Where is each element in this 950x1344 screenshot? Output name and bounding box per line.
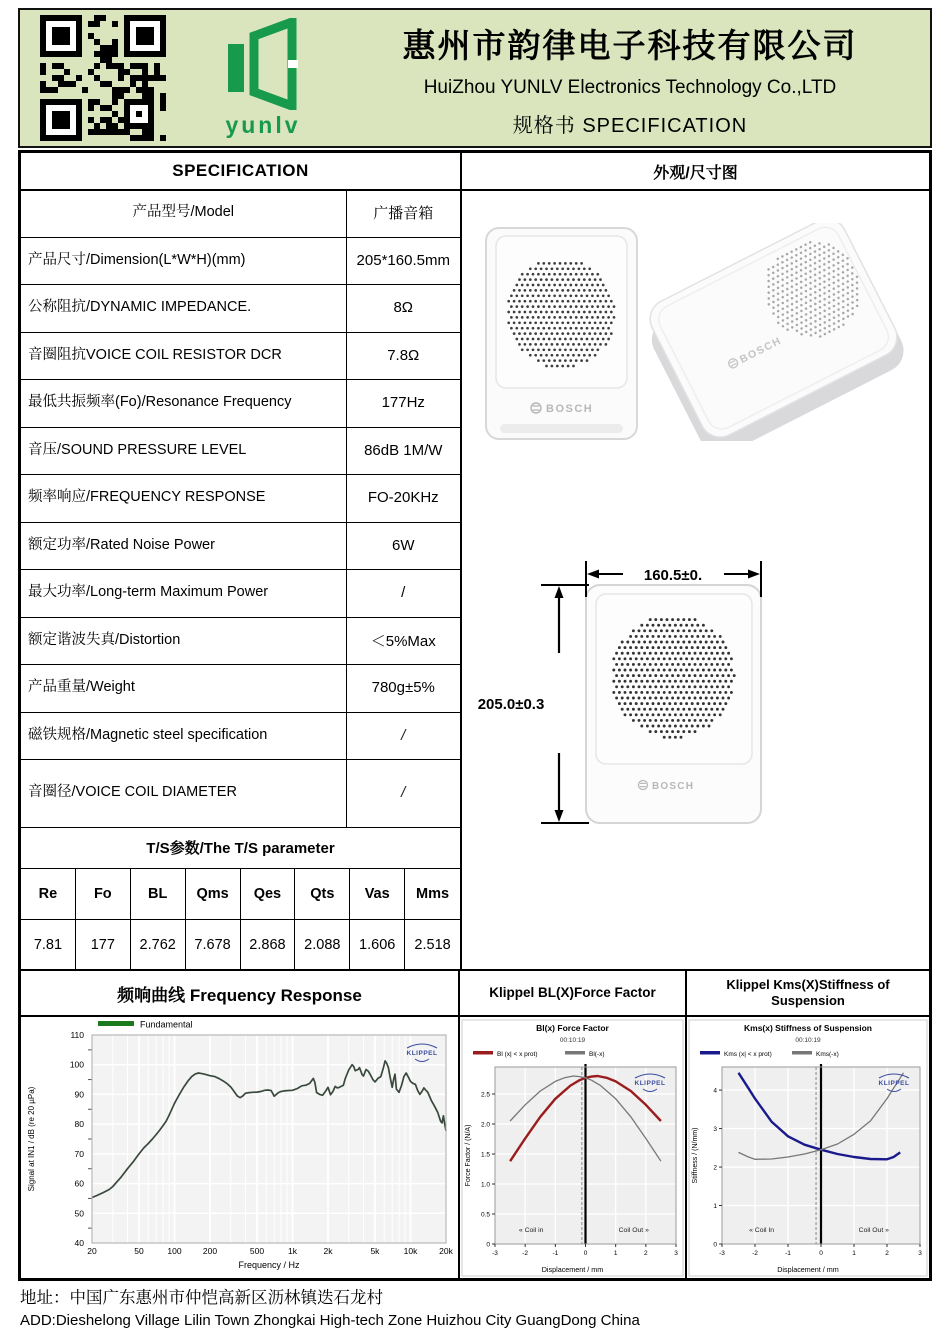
- ts-header-row: [21, 869, 460, 920]
- kms-stiffness-chart: [688, 1019, 928, 1277]
- svg-text:Fundamental: Fundamental: [140, 1019, 193, 1030]
- bosch-logo-text: BOSCH: [546, 403, 594, 415]
- svg-text:Displacement / mm: Displacement / mm: [777, 1265, 839, 1274]
- svg-text:10k: 10k: [403, 1246, 418, 1256]
- appearance-section-title: 外观/尺寸图: [462, 153, 929, 191]
- spec-row: [21, 427, 460, 476]
- spec-value: 205*160.5mm: [356, 251, 450, 269]
- svg-text:Force Factor / (N/A): Force Factor / (N/A): [465, 1124, 472, 1187]
- ts-header: Fo: [76, 869, 131, 919]
- svg-text:2k: 2k: [323, 1246, 333, 1256]
- svg-text:KLIPPEL: KLIPPEL: [878, 1080, 910, 1087]
- spec-value: 780g±5%: [371, 679, 435, 697]
- spec-value: FO-20KHz: [367, 489, 439, 507]
- svg-text:Coil Out »: Coil Out »: [858, 1227, 889, 1234]
- spec-row: [21, 759, 460, 828]
- svg-text:2.5: 2.5: [480, 1091, 490, 1099]
- spec-value: 6W: [392, 536, 415, 554]
- ts-header: Vas: [350, 869, 405, 919]
- doc-type-title: 规格书 SPECIFICATION: [512, 115, 748, 137]
- dimension-height-label: 205.0±0.3: [477, 696, 545, 713]
- dimension-width-label: 160.5±0.: [643, 567, 703, 584]
- bosch-logo-text: BOSCH: [737, 334, 784, 366]
- svg-text:-1: -1: [552, 1250, 559, 1257]
- spec-value: 7.8Ω: [387, 346, 420, 364]
- kms-chart-panel-title: Klippel Kms(X)Stiffness of Suspension: [726, 976, 890, 1008]
- ts-header: Re: [21, 869, 76, 919]
- column-divider: [460, 153, 462, 969]
- spec-label: 公称阻抗/DYNAMIC IMPEDANCE.: [21, 284, 347, 332]
- spec-value: 177Hz: [381, 394, 425, 412]
- company-name-en: HuiZhou YUNLV Electronics Technology Co.,LTD: [423, 77, 837, 98]
- fr-chart-panel-title: 频响曲线 Frequency Response: [117, 985, 362, 1005]
- spec-row: [21, 189, 460, 238]
- company-name-cn: 惠州市韵律电子科技有限公司: [402, 29, 858, 65]
- ts-value: 7.678: [186, 920, 241, 969]
- ts-values-row: [21, 920, 460, 969]
- spec-label: 最大功率/Long-term Maximum Power: [21, 569, 347, 617]
- header-titles: [340, 10, 920, 146]
- svg-text:0: 0: [583, 1250, 588, 1257]
- ts-header: Mms: [416, 885, 450, 902]
- svg-text:Kms (x| < x prot): Kms (x| < x prot): [724, 1051, 772, 1058]
- svg-text:Bl (x| < x prot): Bl (x| < x prot): [497, 1051, 538, 1058]
- spec-label: 最低共振频率(Fo)/Resonance Frequency: [21, 379, 347, 427]
- ts-header: Qts: [295, 869, 350, 919]
- spec-row: [21, 379, 460, 428]
- ts-header: BL: [131, 869, 186, 919]
- svg-text:5k: 5k: [370, 1246, 380, 1256]
- svg-text:3: 3: [713, 1126, 717, 1134]
- svg-text:0: 0: [819, 1250, 823, 1257]
- spec-row: [21, 474, 460, 523]
- ts-value: 7.81: [21, 920, 76, 969]
- svg-text:2.0: 2.0: [480, 1121, 490, 1129]
- svg-text:Bl(x) Force Factor: Bl(x) Force Factor: [536, 1023, 609, 1033]
- specification-section-title: SPECIFICATION: [21, 153, 460, 191]
- svg-text:1k: 1k: [287, 1246, 297, 1256]
- svg-text:Frequency / Hz: Frequency / Hz: [238, 1260, 300, 1270]
- address-cn: 地址：中国广东惠州市仲恺高新区沥林镇迭石龙村: [20, 1289, 383, 1307]
- logo-wordmark: yunlv: [225, 112, 301, 138]
- spec-label: 音圈阻抗VOICE COIL RESISTOR DCR: [21, 332, 347, 380]
- svg-text:0: 0: [486, 1241, 490, 1249]
- svg-text:1: 1: [852, 1250, 856, 1257]
- svg-text:-3: -3: [719, 1250, 725, 1257]
- svg-text:Stiffness / (N/mm): Stiffness / (N/mm): [692, 1127, 699, 1184]
- svg-text:1: 1: [713, 1203, 717, 1211]
- svg-text:50: 50: [134, 1246, 144, 1256]
- svg-text:-2: -2: [752, 1250, 758, 1257]
- svg-text:3: 3: [674, 1250, 678, 1257]
- spec-value: /: [401, 784, 406, 802]
- spec-row: [21, 712, 460, 761]
- svg-text:00:10:19: 00:10:19: [559, 1037, 586, 1044]
- spec-row: [21, 522, 460, 571]
- spec-value: 86dB 1M/W: [364, 441, 443, 459]
- qr-code: [40, 15, 166, 141]
- svg-text:Kms(x) Stiffness of Suspension: Kms(x) Stiffness of Suspension: [744, 1023, 872, 1033]
- svg-text:0: 0: [713, 1241, 717, 1249]
- spec-value: /: [401, 584, 406, 602]
- svg-text:40: 40: [74, 1238, 84, 1248]
- svg-text:110: 110: [70, 1030, 84, 1040]
- ts-header: Qms: [186, 869, 241, 919]
- dimension-drawing: [471, 553, 811, 848]
- spec-row: [21, 284, 460, 333]
- svg-text:« Coil in: « Coil in: [518, 1227, 544, 1234]
- ts-value: 2.088: [295, 920, 350, 969]
- svg-text:80: 80: [74, 1119, 84, 1130]
- svg-text:1: 1: [613, 1250, 618, 1257]
- svg-text:100: 100: [69, 1059, 84, 1070]
- spec-label: 磁铁规格/Magnetic steel specification: [21, 712, 347, 760]
- svg-text:2: 2: [644, 1250, 648, 1257]
- company-logo: [198, 16, 328, 146]
- ts-header: Qes: [241, 869, 296, 919]
- svg-text:100: 100: [167, 1246, 182, 1256]
- svg-text:4: 4: [713, 1087, 717, 1095]
- svg-text:50: 50: [74, 1208, 84, 1219]
- svg-text:-2: -2: [522, 1250, 529, 1257]
- ts-value: 2.868: [241, 920, 296, 969]
- svg-text:90: 90: [74, 1089, 84, 1100]
- spec-label: 音圈径/VOICE COIL DIAMETER: [21, 759, 347, 827]
- bl-chart-panel-title: Klippel BL(X)Force Factor: [489, 984, 656, 1000]
- svg-text:KLIPPEL: KLIPPEL: [634, 1080, 666, 1087]
- svg-text:00:10:19: 00:10:19: [795, 1037, 821, 1044]
- svg-text:1.5: 1.5: [480, 1151, 490, 1159]
- address-en: ADD:Dieshelong Village Lilin Town Zhongkai High-tech Zone Huizhou City GuangDong China: [20, 1312, 640, 1329]
- main-frame: [18, 150, 932, 1281]
- speaker-perspective-photo: [643, 223, 905, 441]
- spec-value: 8Ω: [393, 299, 414, 317]
- svg-text:1.0: 1.0: [480, 1181, 490, 1189]
- ts-value: 177: [76, 920, 131, 969]
- spec-label: 产品尺寸/Dimension(L*W*H)(mm): [21, 237, 347, 285]
- speaker-logo-icon: [220, 18, 306, 110]
- svg-text:20: 20: [87, 1246, 97, 1256]
- spec-value: ＜5%Max: [370, 632, 436, 650]
- svg-text:2: 2: [885, 1250, 889, 1257]
- spec-row: [21, 664, 460, 713]
- bosch-logo-text: BOSCH: [652, 781, 695, 792]
- spec-label: 额定功率/Rated Noise Power: [21, 522, 347, 570]
- svg-text:-1: -1: [785, 1250, 791, 1257]
- spec-row: [21, 332, 460, 381]
- svg-text:Signal at IN1 / dB (re 20 µPa): Signal at IN1 / dB (re 20 µPa): [27, 1086, 36, 1192]
- spec-label: 频率响应/FREQUENCY RESPONSE: [21, 474, 347, 522]
- document-header: [18, 8, 932, 148]
- svg-text:70: 70: [74, 1148, 84, 1159]
- svg-text:Bl(-x): Bl(-x): [589, 1051, 605, 1058]
- svg-text:Coil Out »: Coil Out »: [618, 1227, 649, 1234]
- spec-value: 广播音箱: [373, 205, 434, 223]
- spec-value: /: [401, 726, 406, 744]
- ts-value: 1.606: [350, 920, 405, 969]
- spec-label: 音压/SOUND PRESSURE LEVEL: [21, 427, 347, 475]
- spec-row: [21, 617, 460, 666]
- ts-value: 2.518: [414, 936, 451, 953]
- svg-text:500: 500: [249, 1246, 265, 1256]
- bl-force-factor-chart: [461, 1019, 684, 1277]
- svg-text:0.5: 0.5: [480, 1211, 490, 1219]
- svg-text:3: 3: [918, 1250, 922, 1257]
- svg-text:KLIPPEL: KLIPPEL: [406, 1050, 438, 1057]
- spec-row: [21, 237, 460, 286]
- footer-address: [20, 1284, 930, 1329]
- svg-text:« Coil In: « Coil In: [749, 1227, 775, 1234]
- svg-text:60: 60: [74, 1178, 84, 1189]
- svg-text:20k: 20k: [439, 1246, 453, 1256]
- speaker-front-photo: [484, 226, 639, 441]
- spec-label: 产品重量/Weight: [21, 664, 347, 712]
- ts-parameter-title: T/S参数/The T/S parameter: [21, 828, 460, 869]
- svg-text:Displacement / mm: Displacement / mm: [541, 1265, 604, 1274]
- svg-text:200: 200: [202, 1246, 218, 1256]
- frequency-response-chart: [22, 1019, 456, 1277]
- ts-value: 2.762: [131, 920, 186, 969]
- chart-header-underline: [21, 1015, 929, 1017]
- svg-text:2: 2: [713, 1164, 717, 1172]
- spec-label: 产品型号/Model: [21, 189, 347, 237]
- spec-label: 额定谐波失真/Distortion: [21, 617, 347, 665]
- svg-text:Kms(-x): Kms(-x): [816, 1051, 839, 1058]
- spec-row: [21, 569, 460, 618]
- svg-text:-3: -3: [492, 1250, 498, 1257]
